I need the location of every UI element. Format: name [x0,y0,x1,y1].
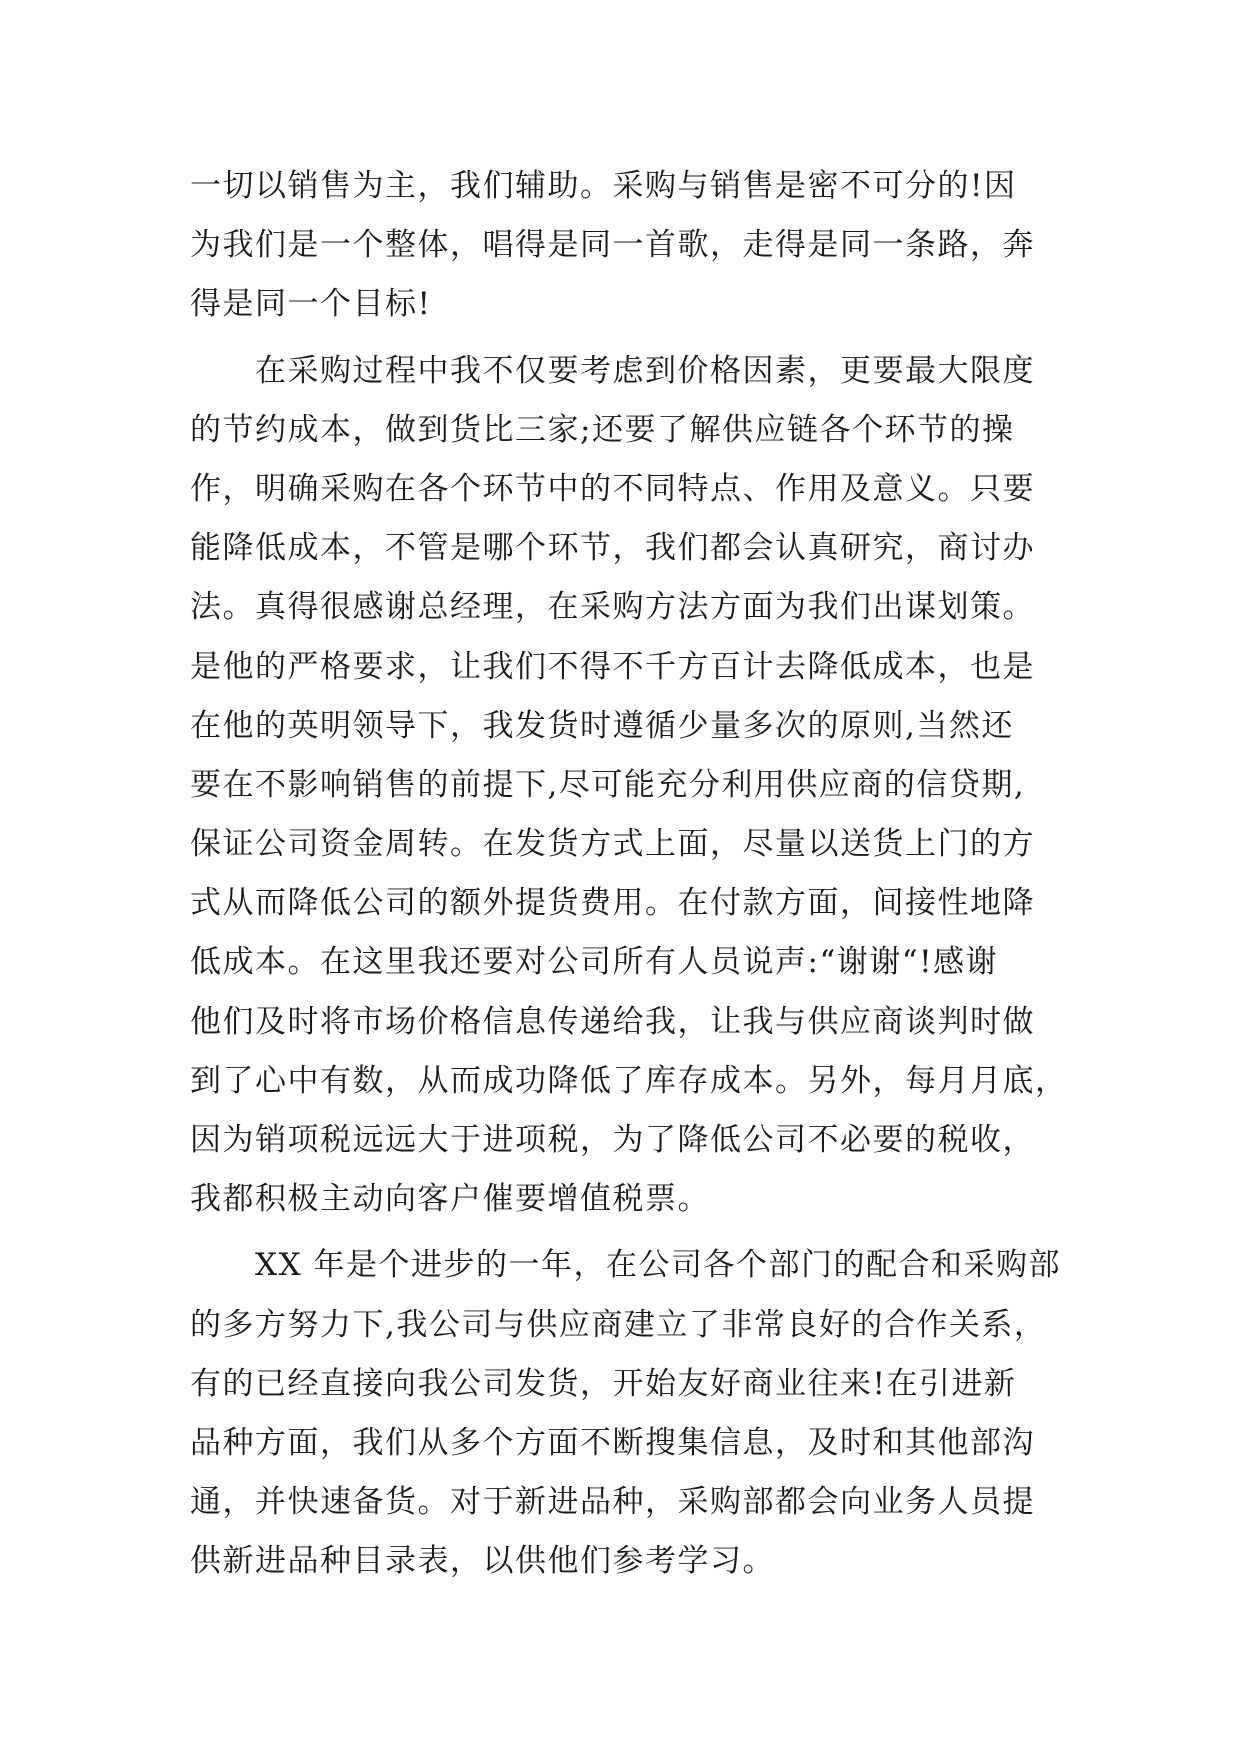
text-line: 品种方面，我们从多个方面不断搜集信息，及时和其他部沟 [190,1424,1035,1461]
paragraph-spacer [190,335,1060,342]
text-line: 得是同一个目标! [190,286,432,323]
text-line: 低成本。在这里我还要对公司所有人员说声:“谢谢“!感谢 [190,944,999,981]
text-line: 为我们是一个整体，唱得是同一首歌，走得是同一条路，奔 [190,227,1035,264]
text-line: 有的已经直接向我公司发货，开始友好商业往来!在引进新 [190,1365,1017,1402]
text-line: 法。真得很感谢总经理，在采购方法方面为我们出谋划策。 [190,589,1035,626]
text-line: 的多方努力下,我公司与供应商建立了非常良好的合作关系， [190,1306,1047,1343]
paragraph-2 [190,342,1068,1230]
text-line: 要在不影响销售的前提下,尽可能充分利用供应商的信贷期, [190,766,1026,803]
text-line: 是他的严格要求，让我们不得不千方百计去降低成本，也是 [190,648,1035,685]
paragraph-spacer [190,1229,1060,1236]
text-line: 保证公司资金周转。在发货方式上面，尽量以送货上门的方 [190,826,1035,863]
text-line: 他们及时将市场价格信息传递给我，让我与供应商谈判时做 [190,1003,1035,1040]
text-line: 我都积极主动向客户催要增值税票。 [190,1181,710,1218]
text-line: 的节约成本，做到货比三家;还要了解供应链各个环节的操 [190,411,1015,448]
text-line: 能降低成本，不管是哪个环节，我们都会认真研究，商讨办 [190,530,1035,567]
text-line: 式从而降低公司的额外提货费用。在付款方面，间接性地降 [190,885,1035,922]
text-line: 在他的英明领导下，我发货时遵循少量多次的原则,当然还 [190,707,1014,744]
text-line: 作，明确采购在各个环节中的不同特点、作用及意义。只要 [190,470,1035,507]
text-line: 因为销项税远远大于进项税，为了降低公司不必要的税收， [190,1122,1035,1158]
text-line: 在采购过程中我不仅要考虑到价格因素，更要最大限度 [190,352,1035,389]
text-line: 供新进品种目录表，以供他们参考学习。 [190,1543,775,1580]
text-line: 到了心中有数，从而成功降低了库存成本。另外，每月月底， [190,1062,1068,1099]
paragraph-3 [190,1236,1060,1591]
text-line: 一切以销售为主，我们辅助。采购与销售是密不可分的!因 [190,168,1017,204]
document-body [190,157,1068,1592]
text-line: XX 年是个进步的一年，在公司各个部门的配合和采购部 [190,1247,1061,1284]
paragraph-1 [190,157,1060,335]
text-line: 通，并快速备货。对于新进品种，采购部都会向业务人员提 [190,1484,1035,1521]
